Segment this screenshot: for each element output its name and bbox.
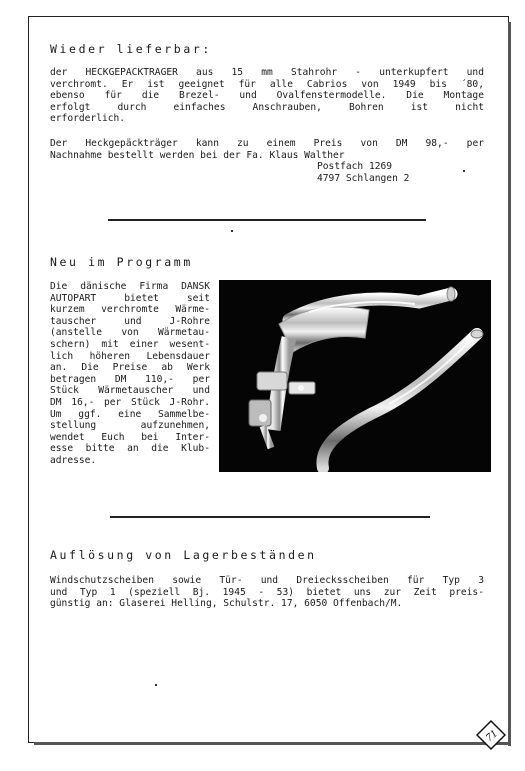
- text-line: lich höheren Lebensdauer: [50, 350, 210, 362]
- text-line: kurzem verchromte Wärme-: [50, 304, 210, 316]
- text-line: verchromt. Er ist geeignet für alle Cabrios von 1949 bis ´80,: [50, 78, 484, 90]
- text-line: Die dänische Firma DANSK: [50, 281, 210, 292]
- text-line: erfolgt durch einfaches Anschrauben, Bohren ist nicht: [50, 101, 484, 113]
- page-number-badge: [476, 720, 506, 750]
- print-speck: [155, 684, 157, 686]
- text-line: tauscher und J-Rohre: [50, 315, 210, 327]
- heading-wieder-lieferbar: Wieder lieferbar:: [50, 42, 212, 56]
- paragraph-price: [50, 138, 484, 161]
- text-line: Stück Wärmetauscher und: [50, 385, 210, 397]
- heading-aufloesung: Auflösung von Lagerbeständen: [50, 548, 317, 562]
- print-speck: [231, 230, 233, 232]
- text-line: erforderlich.: [50, 113, 126, 125]
- text-line: esse bitte an die Klub-: [50, 443, 210, 455]
- product-photo-heat-exchanger: [219, 280, 491, 472]
- address-block: [317, 161, 409, 184]
- text-line: Um ggf. eine Sammelbe-: [50, 408, 210, 420]
- text-line: DM 16,- per Stück J-Rohr.: [50, 396, 210, 408]
- text-line: schern) mit einer wesent-: [50, 338, 210, 350]
- text-line: Windschutzscheiben sowie Tür- und Dreiecksscheiben für Typ 3: [50, 575, 484, 586]
- heading-neu-im-programm: Neu im Programm: [50, 255, 193, 269]
- print-speck: [463, 170, 465, 172]
- text-line: stellung aufzunehmen,: [50, 420, 210, 432]
- text-line: der HECKGEPACKTRÄGER aus 15 mm Stahrohr - unterkupfert und: [50, 67, 484, 78]
- text-line: und Typ 1 (speziell Bj. 1945 - 53) bietet uns zur Zeit preis-: [50, 586, 484, 598]
- frame-shadow-bottom: [34, 742, 511, 745]
- heat-exchanger-illustration: [219, 280, 491, 472]
- text-line: AUTOPART bietet seit: [50, 292, 210, 304]
- address-line: Postfach 1269: [317, 161, 393, 172]
- section-divider: [108, 219, 426, 221]
- text-line: Der Heckgepäckträger kann zu einem Preis von DM 98,- per: [50, 138, 484, 149]
- text-line: Nachnahme bestellt werden bei der Fa. Klaus Walther: [50, 149, 345, 161]
- address-line: 4797 Schlangen 2: [317, 172, 410, 184]
- text-line: betragen DM 110,- per: [50, 373, 210, 385]
- text-line: ebenso für die Brezel- und Ovalfenstermodelle. Die Montage: [50, 90, 484, 102]
- paragraph-heckgepaecktraeger: [50, 67, 484, 125]
- frame-shadow-right: [508, 22, 511, 746]
- section-divider: [110, 516, 430, 518]
- page-number: 71: [483, 727, 500, 744]
- text-line: an. Die Preise ab Werk: [50, 362, 210, 374]
- text-line: wendet Euch bei Inter-: [50, 431, 210, 443]
- paragraph-windschutzscheiben: [50, 575, 484, 610]
- column-dansk-autopart: [50, 281, 210, 467]
- text-line: (anstelle von Wärmetau-: [50, 327, 210, 339]
- text-line: adresse.: [50, 454, 97, 466]
- text-line: günstig an: Glaserei Helling, Schulstr. 17, 6050 Offenbach/M.: [50, 598, 403, 610]
